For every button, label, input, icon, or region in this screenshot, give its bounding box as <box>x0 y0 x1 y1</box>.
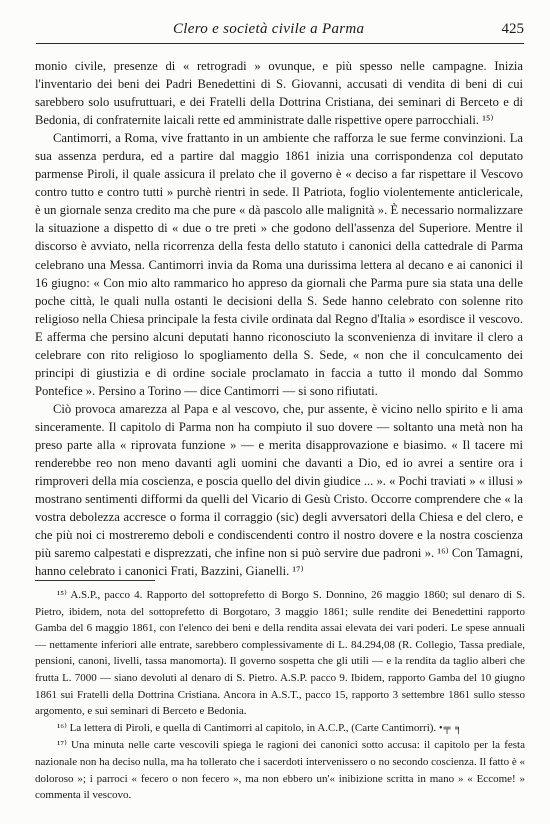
footnote-16-text: ¹⁶⁾ La lettera di Piroli, e quella di Cantimorri al capitolo, in A.C.P., (Carte Cantimorri). <box>57 721 437 734</box>
footnote-15: ¹⁵⁾ A.S.P., pacco 4. Rapporto del sottoprefetto di Borgo S. Donnino, 26 maggio 1860; sul denaro di S. Pietro, ibidem, nota del sottoprefetto di Borgotaro, 3 maggio 1861; sulle rendite dei Benedettini rapporto Gamba del 6 maggio 1861, con l'elenco dei beni e della rendita assai elevata dei vari poderi. Le spese annuali — nettamente inferiori alle entrate, sarebbero complessivamente di L. 84.294,08 (R. Collegio, Tassa prediale, pensioni, canoni, livelli, tassa manomorta). Il governo sospetta che gli utili — e la rendita da taglio alberi che frutta L. 7000 — siano devoluti al denaro di S. Pietro. A.S.P. pacco 9. Ibidem, rapporto Gamba del 10 giugno 1861 sui Fratelli della Dottrina Cristiana. Ancora in A.S.T., pacco 15, rapporto 3 settembre 1861 sullo stesso argomento, e sui seminari di Berceto e Bedonia. <box>35 589 525 718</box>
page-number: 425 <box>501 21 524 37</box>
footnote-16 <box>35 720 525 738</box>
margin-mark: •╤ ╕ <box>438 722 464 734</box>
main-text <box>35 57 523 580</box>
footnote-17: ¹⁷⁾ Una minuta nelle carte vescovili spiega le ragioni dei canonici sotto accusa: il capitolo per la festa nazionale non ha deciso nulla, ma ha tollerato che i sacerdoti intervenissero o no secondo coscienza. Il fatto è « doloroso »; i parroci « fecero o non fecero », ma non ebbero un'« inibizione scritta in mano » « Eccome! » commenta il vescovo. <box>35 739 525 802</box>
running-header <box>36 18 524 44</box>
paragraph-2: Cantimorri, a Roma, vive frattanto in un ambiente che rafforza le sue ferme convinzioni. La sua assenza perdura, ed a partire dal maggio 1861 inizia una corrispondenza col deputato parmense Piroli, il quale assicura il prelato che il governo è « deciso a far rispettare il Vescovo contro tutto e contro tutti » purchè rientri in sede. Il Patriota, foglio violentemente anticlericale, è un giornale senza credito ma che pure « dà pascolo alle malignità ». È necessario normalizzare la situazione a dispetto di « due o tre preti » che godono dell'assenza del Superiore. Mentre il discorso è avviato, nella ricorrenza della festa dello statuto i canonici della cattedrale di Parma celebrano una Messa. Cantimorri invia da Roma una durissima lettera al decano e ai canonici il 16 giugno: « Con mio alto rammarico ho appreso da giornali che Parma pure sia stata una delle poche città, le quali nulla ostanti le decisioni della S. Sede hanno celebrato con solenne rito religioso nella Chiesa principale la festa civile ordinata dal Regno d'Italia » esordisce il vescovo. E afferma che persino alcuni deputati hanno riconosciuto la sconvenienza di invitare il clero a celebrare con rito religioso lo spogliamento della S. Sede, « non che il conculcamento dei principi di giustizia e di ordine sociale proclamato in faccia a tutto il mondo dal Sommo Pontefice ». Persino a Torino — dice Cantimorri — si sono rifiutati. <box>35 131 523 398</box>
footnotes <box>35 587 525 804</box>
header-rule <box>36 43 524 44</box>
footnote-separator <box>35 580 155 581</box>
running-title: Clero e società civile a Parma <box>173 21 365 37</box>
paragraph-1: monio civile, presenze di « retrogradi » ovunque, e più spesso nelle campagne. Inizia l'inventario dei beni dei Padri Benedettini di S. Giovanni, accusati di vendita di beni di cui sarebbero solo usufruttuari, e dei Fratelli della Dottrina Cristiana, dei seminari di Berceto e di Bedonia, di confraternite laicali rette ed amministrate dalle rispettive opere parrocchiali. ¹⁵⁾ <box>35 59 523 128</box>
paragraph-3: Ciò provoca amarezza al Papa e al vescovo, che, pur assente, è vicino nello spirito e li ama sinceramente. Il capitolo di Parma non ha compiuto il suo dovere — soltanto una metà non ha preso parte alla « riprovata funzione » — e merita disapprovazione e biasimo. « Il tacere mi renderebbe reo non meno davanti agli uomini che davanti a Dio, ed io avrei a sentire ora i rimproveri della mia coscienza, e poscia quello del divin giudice ... ». « Pochi traviati » « illusi » mostrano sentimenti difformi da quelli del Vicario di Gesù Cristo. Occorre comprendere che « la vostra debolezza accresce o forma il corraggio (sic) degli avversatori della Chiesa e del clero, e che più noi ci mostreremo deboli e condiscendenti contro il nostro dovere e la nostra coscienza più saremo calpestati e disprezzati, che infine non si può servire due padroni ». ¹⁶⁾ Con Tamagni, hanno celebrato i canonici Frati, Bazzini, Gianelli. ¹⁷⁾ <box>35 401 523 579</box>
